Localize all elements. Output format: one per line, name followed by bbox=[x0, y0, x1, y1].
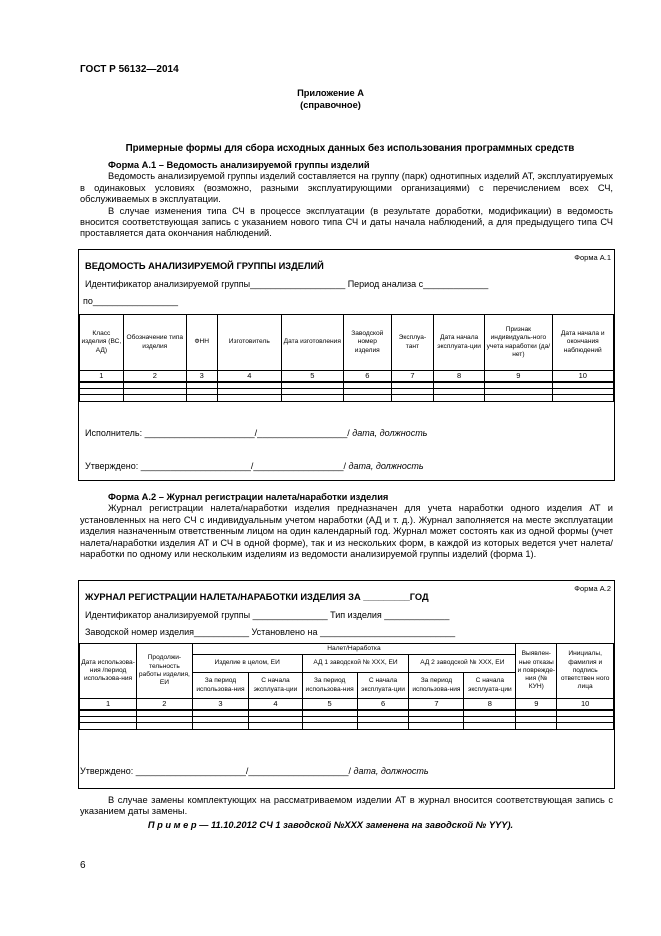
column-number: 1 bbox=[80, 371, 124, 382]
executor-field[interactable]: Исполнитель: ______________________/__________________/ bbox=[85, 428, 350, 438]
column-header: Обозначение типа изделия bbox=[123, 315, 186, 371]
form-title: ЖУРНАЛ РЕГИСТРАЦИИ НАЛЕТА/НАРАБОТКИ ИЗДЕЛИЯ ЗА _________ГОД bbox=[85, 592, 429, 602]
subgroup-header: АД 2 заводской № ХХХ, ЕИ bbox=[409, 655, 516, 673]
column-number: 5 bbox=[281, 371, 343, 382]
page-number: 6 bbox=[80, 860, 86, 871]
document-header: ГОСТ Р 56132—2014 bbox=[80, 64, 179, 75]
form1-description bbox=[80, 160, 613, 240]
column-header: За период использова-ния bbox=[302, 673, 357, 699]
form2-table bbox=[79, 643, 614, 730]
form-a1 bbox=[78, 249, 615, 481]
example-text: — 11.10.2012 СЧ 1 заводской №ХХХ заменена на заводской № YYY). bbox=[196, 820, 514, 830]
table-row[interactable] bbox=[80, 723, 614, 730]
column-number: 4 bbox=[249, 699, 302, 710]
column-header: Дата использова-ния /период использова-ния bbox=[80, 644, 137, 699]
column-number: 3 bbox=[192, 699, 249, 710]
approved-field[interactable]: Утверждено: ______________________/____________________/ bbox=[80, 766, 352, 776]
column-header: Класс изделия (ВС, АД) bbox=[80, 315, 124, 371]
column-number: 8 bbox=[433, 371, 484, 382]
column-header: ФНН bbox=[186, 315, 217, 371]
form2-description bbox=[80, 492, 613, 560]
example-label: П р и м е р bbox=[147, 820, 197, 830]
column-header: Инициалы, фамилия и подпись ответствен ного лица bbox=[557, 644, 614, 699]
column-header: Признак индивидуаль-ного учета наработки (да/нет) bbox=[485, 315, 552, 371]
column-number: 10 bbox=[552, 371, 613, 382]
column-header: Изготовитель bbox=[217, 315, 281, 371]
section-title: Примерные формы для сбора исходных данных без использования программных средств bbox=[125, 143, 575, 154]
paragraph: В случае изменения типа СЧ в процессе эксплуатации (в результате доработки, модификации) в ведомость вносится соответствующая запись с указанием нового типа СЧ и даты начала наблюдений, а для предыдущего типа СЧ проставляется дата окончания наблюдений. bbox=[80, 205, 613, 239]
period-end-field[interactable]: по_________________ bbox=[83, 296, 178, 306]
column-number-row bbox=[80, 371, 614, 382]
group-id-period-field[interactable]: Идентификатор анализируемой группы___________________ Период анализа с_____________ bbox=[85, 279, 489, 289]
column-number: 9 bbox=[516, 699, 557, 710]
column-number: 4 bbox=[217, 371, 281, 382]
column-number: 9 bbox=[485, 371, 552, 382]
approved-signature-line[interactable] bbox=[85, 461, 424, 471]
paragraph: Журнал регистрации налета/наработки изделия предназначен для учета наработки одного изделия АТ и установленных на него СЧ с индивидуальным учетом наработки (АД и т. д.). Журнал заполняется на месте эксплуатации изделия назначенным ответственным лицом на один календарный год. Журнал может состоять как из одной формы (учет налета/наработки изделия АТ и СЧ в одной форме), так и из нескольких форм, в каждой из которых ведется учет налета/наработки по одному или нескольким изделиям из ведомости анализируемой группы изделий (форма 1). bbox=[80, 503, 613, 560]
form-a2 bbox=[78, 580, 615, 789]
group-header: Налет/Наработка bbox=[192, 644, 516, 655]
column-number: 6 bbox=[343, 371, 391, 382]
column-header: За период использова-ния bbox=[409, 673, 464, 699]
example-note bbox=[0, 820, 661, 830]
group-id-type-field[interactable]: Идентификатор анализируемой группы _______________ Тип изделия _____________ bbox=[85, 610, 450, 620]
column-header: За период использова-ния bbox=[192, 673, 249, 699]
column-number: 7 bbox=[409, 699, 464, 710]
subgroup-header: Изделие в целом, ЕИ bbox=[192, 655, 302, 673]
column-header: Заводской номер изделия bbox=[343, 315, 391, 371]
column-number: 10 bbox=[557, 699, 614, 710]
column-number: 7 bbox=[391, 371, 433, 382]
column-header: С начала эксплуата-ции bbox=[249, 673, 302, 699]
approved-field[interactable]: Утверждено: ______________________/__________________/ bbox=[85, 461, 346, 471]
column-header: Продолжи-тельность работы изделия, ЕИ bbox=[137, 644, 193, 699]
column-header: Выявлен-ные отказы и поврежде-ния (№ КУН) bbox=[516, 644, 557, 699]
appendix-title: Приложение А bbox=[297, 88, 364, 98]
column-header: С начала эксплуата-ции bbox=[464, 673, 516, 699]
sign-hint: дата, должность bbox=[351, 766, 429, 776]
form1-heading: Форма А.1 – Ведомость анализируемой группы изделий bbox=[108, 160, 370, 170]
column-number: 8 bbox=[464, 699, 516, 710]
column-number: 1 bbox=[80, 699, 137, 710]
sign-hint: дата, должность bbox=[349, 428, 428, 438]
column-number: 2 bbox=[137, 699, 193, 710]
serial-installed-field[interactable]: Заводской номер изделия___________ Установлено на ___________________________ bbox=[85, 627, 456, 637]
form-title: ВЕДОМОСТЬ АНАЛИЗИРУЕМОЙ ГРУППЫ ИЗДЕЛИЙ bbox=[85, 261, 324, 271]
column-number: 5 bbox=[302, 699, 357, 710]
column-header: Эксплуа-тант bbox=[391, 315, 433, 371]
approved-signature-line[interactable] bbox=[80, 766, 429, 776]
column-number-row bbox=[80, 699, 614, 710]
appendix-heading bbox=[0, 88, 661, 111]
form1-table bbox=[79, 314, 614, 402]
column-number: 6 bbox=[357, 699, 409, 710]
column-header: Дата начала эксплуата-ции bbox=[433, 315, 484, 371]
executor-signature-line[interactable] bbox=[85, 428, 427, 438]
subgroup-header: АД 1 заводской № ХХХ, ЕИ bbox=[302, 655, 409, 673]
paragraph: Ведомость анализируемой группы изделий составляется на группу (парк) однотипных изделий АТ, эксплуатируемых в одинаковых условиях (возможно, разными эксплуатирующими организациями) с перечислением всех СЧ, обслуживаемых в эксплуатации. bbox=[80, 171, 613, 205]
column-number: 3 bbox=[186, 371, 217, 382]
column-header: Дата изготовления bbox=[281, 315, 343, 371]
table-row[interactable] bbox=[80, 395, 614, 402]
form2-heading: Форма А.2 – Журнал регистрации налета/наработки изделия bbox=[108, 492, 389, 502]
appendix-subtitle: (справочное) bbox=[300, 99, 361, 110]
column-header: С начала эксплуата-ции bbox=[357, 673, 409, 699]
column-number: 2 bbox=[123, 371, 186, 382]
form-label: Форма А.2 bbox=[574, 584, 611, 593]
sign-hint: дата, должность bbox=[346, 461, 424, 471]
column-header: Дата начала и окончания наблюдений bbox=[552, 315, 613, 371]
closing-paragraph: В случае замены комплектующих на рассматриваемом изделии АТ в журнал вносится соответствующая запись с указанием даты замены. bbox=[80, 795, 613, 817]
form-label: Форма А.1 bbox=[574, 253, 611, 262]
header-row bbox=[80, 315, 614, 371]
